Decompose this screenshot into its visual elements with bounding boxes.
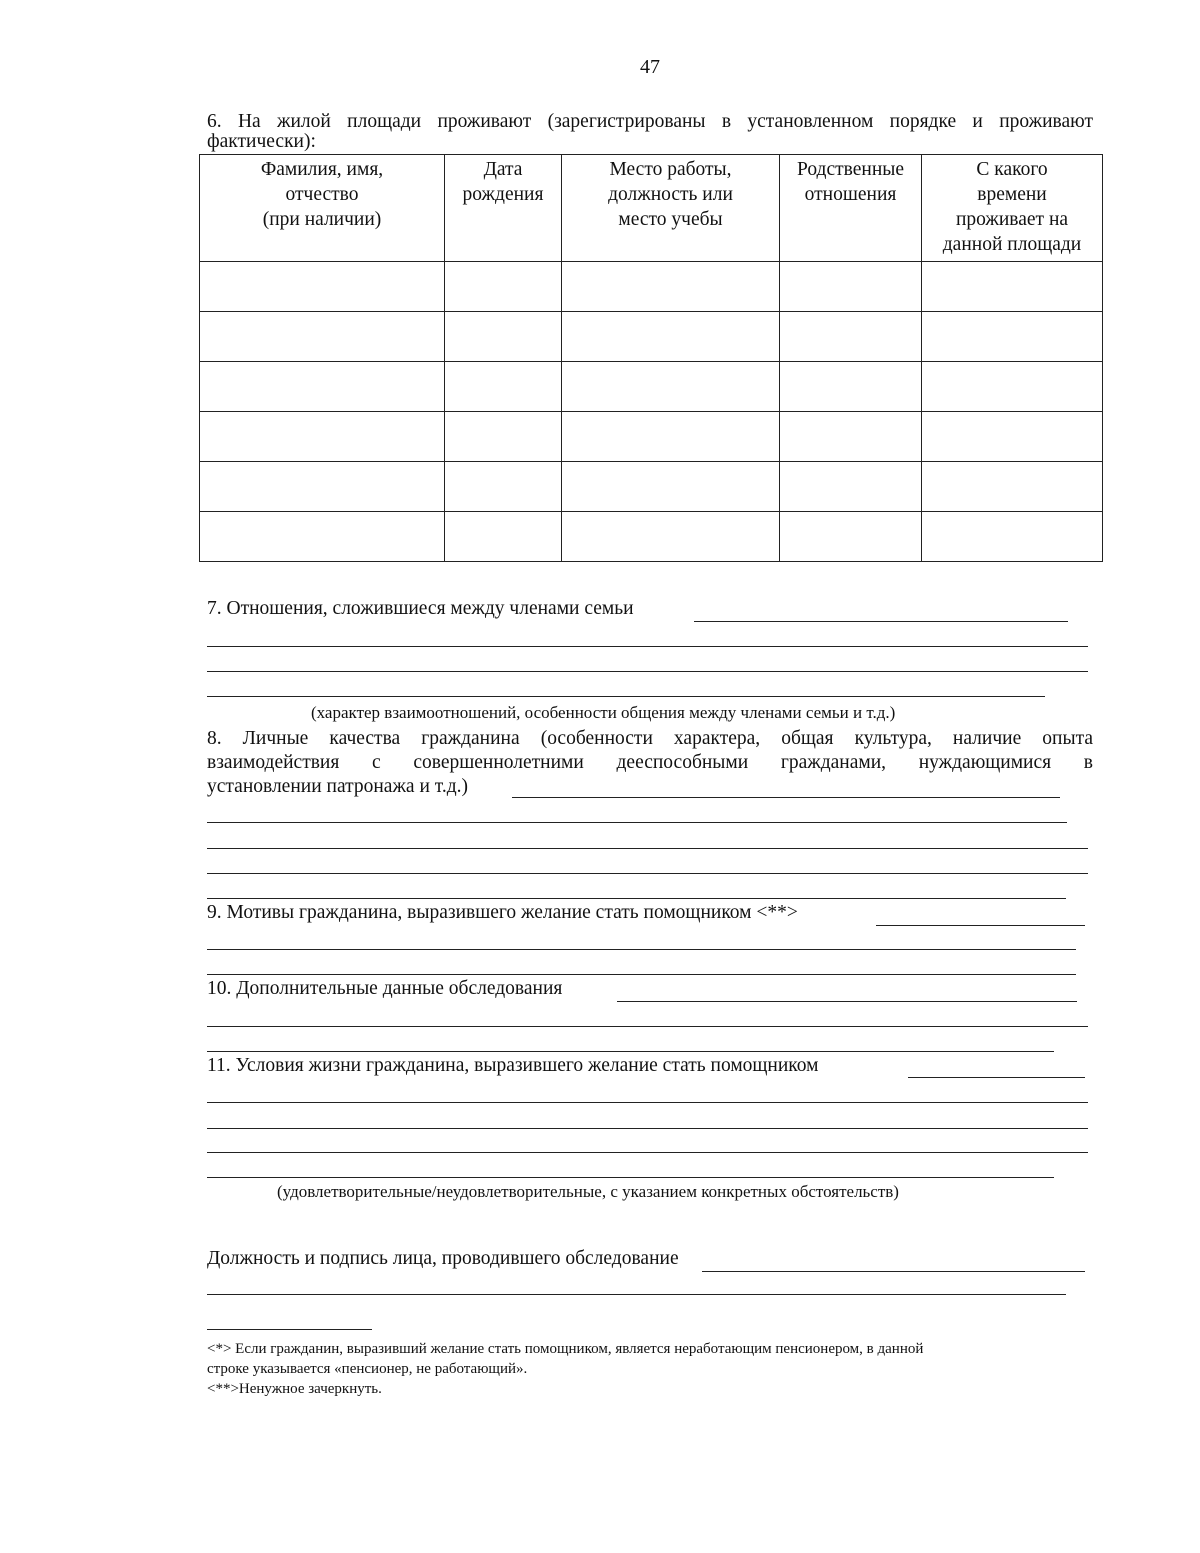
signature-line[interactable] — [207, 1294, 1066, 1295]
table-cell[interactable] — [445, 412, 562, 462]
section8-text-line2: взаимодействия с совершеннолетними дееспособными гражданами, нуждающимися в — [207, 752, 1093, 773]
section8-answer-line[interactable] — [207, 822, 1067, 823]
table-cell[interactable] — [922, 312, 1103, 362]
section11-answer-line[interactable] — [207, 1102, 1088, 1103]
table-cell[interactable] — [200, 312, 445, 362]
column-header-name: Фамилия, имя, отчество (при наличии) — [200, 155, 445, 262]
section6-intro: 6. На жилой площади проживают (зарегистрированы в установленном порядке и проживают — [207, 111, 1093, 132]
section9-answer-line[interactable] — [207, 949, 1076, 950]
table-cell[interactable] — [922, 512, 1103, 562]
section8-answer-line[interactable] — [207, 848, 1088, 849]
signature-label: Должность и подпись лица, проводившего обследование — [207, 1248, 679, 1269]
table-row — [200, 412, 1103, 462]
table-cell[interactable] — [780, 312, 922, 362]
section7-answer-line[interactable] — [207, 696, 1045, 697]
table-cell[interactable] — [922, 362, 1103, 412]
section11-answer-line[interactable] — [207, 1152, 1088, 1153]
section10-answer-line[interactable] — [207, 1026, 1088, 1027]
table-cell[interactable] — [445, 462, 562, 512]
table-cell[interactable] — [922, 462, 1103, 512]
table-cell[interactable] — [562, 512, 780, 562]
table-cell[interactable] — [562, 462, 780, 512]
section8-answer-line[interactable] — [512, 797, 1060, 798]
table-cell[interactable] — [922, 262, 1103, 312]
table-row — [200, 462, 1103, 512]
footnote-separator — [207, 1329, 372, 1330]
section7-caption: (характер взаимоотношений, особенности общения между членами семьи и т.д.) — [311, 703, 896, 722]
section8-answer-line[interactable] — [207, 898, 1066, 899]
table-cell[interactable] — [780, 512, 922, 562]
section10-answer-line[interactable] — [617, 1001, 1077, 1002]
column-header-relationship: Родственные отношения — [780, 155, 922, 262]
table-cell[interactable] — [780, 412, 922, 462]
section8-answer-line[interactable] — [207, 873, 1088, 874]
table-cell[interactable] — [562, 362, 780, 412]
table-cell[interactable] — [445, 262, 562, 312]
section9-label: 9. Мотивы гражданина, выразившего желание стать помощником <**> — [207, 902, 798, 923]
table-cell[interactable] — [200, 362, 445, 412]
section11-answer-line[interactable] — [908, 1077, 1085, 1078]
section7-answer-line[interactable] — [207, 671, 1088, 672]
section9-answer-line[interactable] — [876, 925, 1085, 926]
column-header-residence-since: С какого времени проживает на данной площади — [922, 155, 1103, 262]
section11-answer-line[interactable] — [207, 1128, 1088, 1129]
table-cell[interactable] — [562, 412, 780, 462]
column-header-birthdate: Дата рождения — [445, 155, 562, 262]
section11-label: 11. Условия жизни гражданина, выразившего желание стать помощником — [207, 1055, 819, 1076]
section7-label: 7. Отношения, сложившиеся между членами семьи — [207, 598, 634, 619]
footnote-2: <**>Ненужное зачеркнуть. — [207, 1381, 382, 1397]
table-cell[interactable] — [200, 262, 445, 312]
residents-table-header — [200, 155, 1103, 262]
table-cell[interactable] — [445, 512, 562, 562]
table-row — [200, 312, 1103, 362]
footnote-1-line2: строке указывается «пенсионер, не работающий». — [207, 1361, 528, 1377]
section10-answer-line[interactable] — [207, 1051, 1054, 1052]
table-cell[interactable] — [445, 312, 562, 362]
table-cell[interactable] — [780, 462, 922, 512]
table-cell[interactable] — [445, 362, 562, 412]
page-number: 47 — [640, 56, 660, 78]
section10-label: 10. Дополнительные данные обследования — [207, 978, 563, 999]
section11-caption: (удовлетворительные/неудовлетворительные, с указанием конкретных обстоятельств) — [277, 1182, 899, 1201]
section8-text-line3: установлении патронажа и т.д.) — [207, 776, 468, 797]
section11-answer-line[interactable] — [207, 1177, 1054, 1178]
table-cell[interactable] — [200, 412, 445, 462]
table-cell[interactable] — [200, 512, 445, 562]
footnote-1-line1: <*> Если гражданин, выразивший желание стать помощником, является неработающим пенсионером, в данной — [207, 1341, 924, 1357]
table-cell[interactable] — [780, 262, 922, 312]
table-row — [200, 262, 1103, 312]
section9-answer-line[interactable] — [207, 974, 1076, 975]
table-cell[interactable] — [562, 262, 780, 312]
table-cell[interactable] — [922, 412, 1103, 462]
section8-text-line1: 8. Личные качества гражданина (особенности характера, общая культура, наличие опыта — [207, 728, 1093, 749]
table-row — [200, 512, 1103, 562]
table-row — [200, 362, 1103, 412]
table-cell[interactable] — [562, 312, 780, 362]
section7-answer-line[interactable] — [694, 621, 1068, 622]
section6-intro-cont: фактически): — [207, 131, 316, 152]
residents-table — [199, 154, 1103, 562]
signature-line[interactable] — [702, 1271, 1085, 1272]
table-cell[interactable] — [200, 462, 445, 512]
column-header-workplace: Место работы, должность или место учебы — [562, 155, 780, 262]
section7-answer-line[interactable] — [207, 646, 1088, 647]
table-cell[interactable] — [780, 362, 922, 412]
